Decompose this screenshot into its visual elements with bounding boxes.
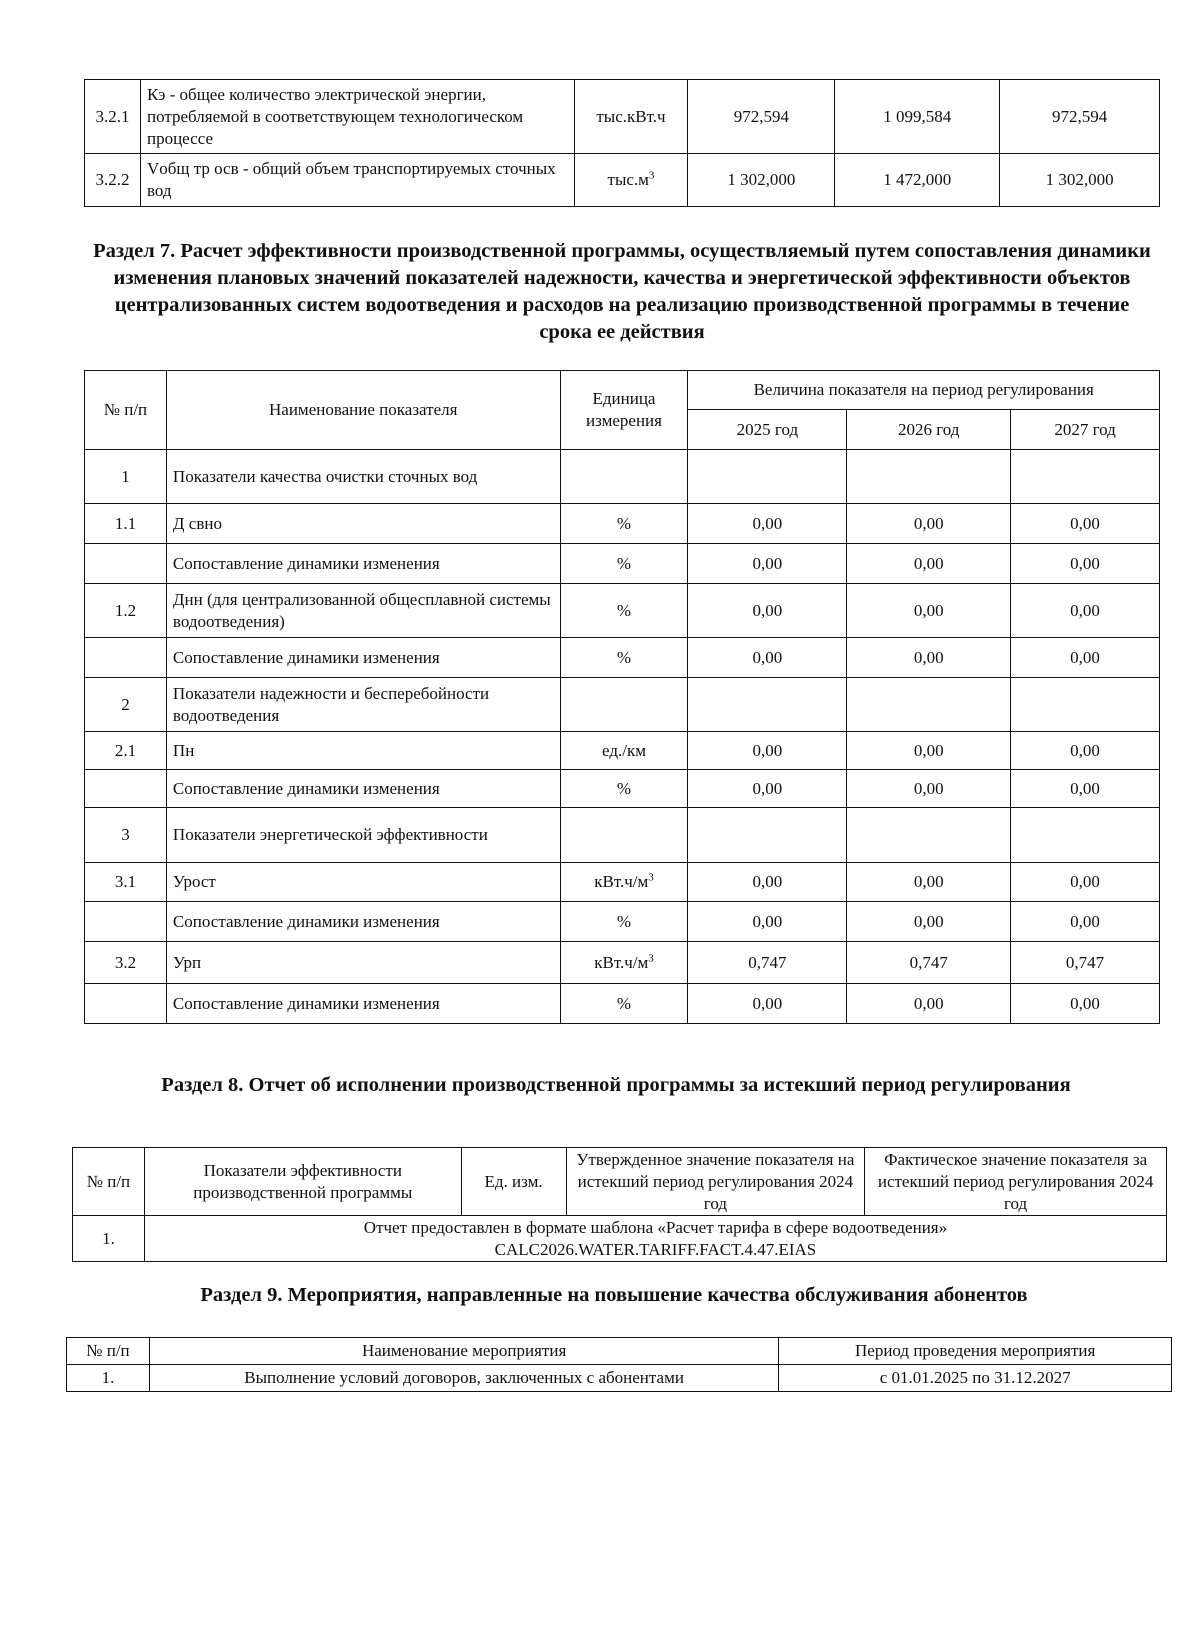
row-num	[85, 808, 167, 863]
value-2027-text: 0,00	[1070, 911, 1100, 931]
section-7-title: Раздел 7. Расчет эффективности производственной программы, осуществляемый путем сопоставления динамики изменения плановых значений показателей надежности, качества и энергетической эффективности объектов централизованных систем водоотведения и расходов на реализацию производственной программы в течение срока ее действия	[93, 240, 1151, 343]
indicator-name	[166, 902, 560, 942]
table-row	[67, 1365, 1172, 1392]
energy-volume-table	[84, 79, 1160, 207]
value-2027	[1011, 678, 1160, 732]
row-num-text: 1.2	[114, 600, 137, 620]
indicator-name	[166, 808, 560, 863]
value-2027	[1000, 154, 1160, 207]
table-row	[85, 80, 1160, 154]
row-num	[85, 902, 167, 942]
value-2026	[847, 504, 1011, 544]
row-num-text: 3.2.2	[95, 170, 130, 189]
unit-superscript: 3	[648, 169, 655, 182]
row-num	[85, 770, 167, 808]
unit	[560, 638, 688, 678]
col-header-2025: 2025 год	[688, 410, 847, 450]
section-8-title: Раздел 8. Отчет об исполнении производственной программы за истекший период регулирования	[161, 1074, 1071, 1096]
col-header-num: № п/п	[73, 1148, 145, 1216]
unit	[574, 154, 688, 207]
value-2026-text: 1 099,584	[883, 106, 952, 126]
row-num	[85, 154, 141, 207]
unit	[560, 584, 688, 638]
table-row	[73, 1216, 1167, 1262]
table-row	[85, 770, 1160, 808]
table-row	[85, 584, 1160, 638]
value-2025-text: 0,00	[752, 778, 783, 798]
indicator-name-text: Сопоставление динамики изменения	[172, 911, 440, 931]
indicator-name	[166, 942, 560, 984]
value-2026-text: 0,00	[913, 911, 944, 931]
efficiency-table	[84, 370, 1160, 1024]
value-2025	[688, 942, 847, 984]
row-num	[85, 544, 167, 584]
indicator-name	[140, 154, 574, 207]
value-2025-text: 0,00	[752, 740, 783, 760]
row-num-text: 1	[121, 466, 130, 486]
unit	[574, 80, 688, 154]
value-2026-text: 0,00	[913, 993, 944, 1013]
indicator-name	[166, 863, 560, 902]
value-2025-text: 0,00	[752, 647, 783, 667]
row-num-text: 3.1	[114, 872, 137, 891]
unit-text: тыс.м	[607, 170, 649, 189]
indicator-name	[166, 732, 560, 770]
table-row	[85, 678, 1160, 732]
value-2026	[847, 544, 1011, 584]
table-row	[85, 942, 1160, 984]
value-2027	[1011, 638, 1160, 678]
indicator-name	[166, 584, 560, 638]
col-header-period: Период проведения мероприятия	[779, 1338, 1172, 1365]
row-num-text: 3	[121, 825, 130, 844]
unit	[560, 678, 688, 732]
value-2026	[847, 942, 1011, 984]
report-note-line-1: Отчет предоставлен в формате шаблона «Расчет тарифа в сфере водоотведения»	[363, 1217, 948, 1237]
indicator-name-text: Днн (для централизованной общесплавной системы водоотведения)	[172, 589, 551, 631]
col-header-actual: Фактическое значение показателя за истекший период регулирования 2024 год	[865, 1148, 1167, 1216]
unit-text: кВт.ч/м	[594, 952, 649, 972]
unit-superscript: 3	[648, 871, 654, 884]
value-2026-text: 1 472,000	[883, 170, 952, 189]
value-2027-text: 0,00	[1070, 993, 1100, 1013]
col-header-approved: Утвержденное значение показателя на истекший период регулирования 2024 год	[566, 1148, 865, 1216]
unit-text: %	[616, 993, 632, 1013]
value-2025	[688, 678, 847, 732]
table-row	[85, 544, 1160, 584]
value-2026	[847, 808, 1011, 863]
indicator-name	[140, 80, 574, 154]
row-num-text: 3.2	[114, 952, 137, 972]
value-2025	[688, 504, 847, 544]
row-num-text: 2	[121, 694, 130, 714]
value-2026-text: 0,00	[913, 647, 944, 667]
col-header-2027: 2027 год	[1011, 410, 1160, 450]
indicator-name-text: Показатели энергетической эффективности	[172, 825, 488, 844]
indicator-name	[166, 678, 560, 732]
col-header-indicator: Показатели эффективности производственной программы	[144, 1148, 461, 1216]
row-num	[85, 678, 167, 732]
value-2025-text: 972,594	[733, 106, 789, 126]
section-9-title: Раздел 9. Мероприятия, направленные на повышение качества обслуживания абонентов	[200, 1284, 1028, 1306]
indicator-name	[166, 450, 560, 504]
row-num	[85, 584, 167, 638]
indicator-name	[166, 638, 560, 678]
col-header-2026: 2026 год	[847, 410, 1011, 450]
value-2026	[847, 863, 1011, 902]
row-num-text: 1.1	[114, 513, 137, 533]
unit	[560, 770, 688, 808]
value-2025	[688, 584, 847, 638]
indicator-name-text: Показатели качества очистки сточных вод	[172, 466, 478, 486]
unit	[560, 942, 688, 984]
indicator-name	[166, 544, 560, 584]
value-2025-text: 0,00	[752, 993, 783, 1013]
value-2026	[847, 678, 1011, 732]
row-num	[85, 942, 167, 984]
indicator-name-text: Сопоставление динамики изменения	[172, 778, 440, 798]
unit	[560, 504, 688, 544]
unit-text: %	[616, 911, 632, 931]
table-row	[85, 863, 1160, 902]
value-2027	[1011, 942, 1160, 984]
unit	[560, 450, 688, 504]
measure-period: с 01.01.2025 по 31.12.2027	[779, 1365, 1172, 1392]
table-row	[85, 638, 1160, 678]
row-num: 1.	[73, 1216, 145, 1262]
value-2027-text: 0,00	[1070, 778, 1100, 798]
unit	[560, 544, 688, 584]
value-2025	[688, 80, 835, 154]
indicator-name-text: Сопоставление динамики изменения	[172, 553, 440, 573]
value-2027-text: 0,00	[1070, 872, 1100, 891]
indicator-name-text: Урп	[172, 952, 202, 972]
value-2025-text: 0,00	[752, 911, 783, 931]
value-2025	[688, 154, 835, 207]
row-num	[85, 80, 141, 154]
measure-name: Выполнение условий договоров, заключенных с абонентами	[149, 1365, 778, 1392]
row-num	[85, 450, 167, 504]
table-row	[85, 902, 1160, 942]
value-2025	[688, 770, 847, 808]
value-2027-text: 0,00	[1070, 513, 1100, 533]
value-2026-text: 0,00	[913, 553, 944, 573]
value-2026	[835, 154, 1000, 207]
value-2027-text: 0,00	[1070, 647, 1100, 667]
indicator-name-text: Vобщ тр осв - общий объем транспортируемых сточных вод	[146, 159, 556, 200]
measures-table	[66, 1337, 1172, 1392]
value-2025-text: 1 302,000	[727, 170, 796, 189]
value-2026-text: 0,00	[913, 740, 944, 760]
value-2026-text: 0,00	[913, 600, 944, 620]
value-2025	[688, 544, 847, 584]
indicator-name	[166, 984, 560, 1024]
col-header-period: Величина показателя на период регулирования	[688, 371, 1160, 410]
value-2025	[688, 863, 847, 902]
value-2025-text: 0,00	[752, 513, 783, 533]
unit	[560, 902, 688, 942]
col-header-num: № п/п	[67, 1338, 150, 1365]
indicator-name-text: Показатели надежности и бесперебойности водоотведения	[172, 683, 490, 725]
col-header-indicator: Наименование показателя	[166, 371, 560, 450]
value-2025	[688, 638, 847, 678]
row-num	[85, 732, 167, 770]
value-2025	[688, 732, 847, 770]
value-2026	[847, 902, 1011, 942]
col-header-measure: Наименование мероприятия	[149, 1338, 778, 1365]
value-2027	[1011, 770, 1160, 808]
value-2026	[847, 770, 1011, 808]
indicator-name-text: Урост	[172, 872, 216, 891]
value-2026-text: 0,00	[913, 778, 944, 798]
report-table	[72, 1147, 1167, 1262]
indicator-name-text: Пн	[172, 740, 195, 760]
value-2025-text: 0,00	[752, 553, 783, 573]
table-row	[85, 450, 1160, 504]
value-2025-text: 0,00	[752, 600, 783, 620]
value-2026	[847, 638, 1011, 678]
unit-text: тыс.кВт.ч	[596, 106, 666, 126]
unit	[560, 732, 688, 770]
row-num-text: 2.1	[114, 740, 137, 760]
value-2026-text: 0,00	[913, 513, 944, 533]
value-2027	[1011, 544, 1160, 584]
value-2027	[1011, 984, 1160, 1024]
unit-text: кВт.ч/м	[594, 872, 649, 891]
unit	[560, 984, 688, 1024]
row-num	[85, 984, 167, 1024]
value-2025-text: 0,747	[748, 952, 787, 972]
row-num-text: 3.2.1	[95, 106, 130, 126]
col-header-unit: Единица измерения	[560, 371, 688, 450]
value-2025	[688, 902, 847, 942]
value-2026	[847, 732, 1011, 770]
value-2026	[847, 450, 1011, 504]
value-2025-text: 0,00	[752, 872, 783, 891]
table-row	[85, 984, 1160, 1024]
value-2025	[688, 984, 847, 1024]
value-2026	[847, 584, 1011, 638]
unit	[560, 808, 688, 863]
row-num: 1.	[67, 1365, 150, 1392]
value-2027	[1011, 450, 1160, 504]
value-2027	[1011, 902, 1160, 942]
indicator-name-text: Сопоставление динамики изменения	[172, 993, 440, 1013]
unit-text: %	[616, 647, 632, 667]
value-2027-text: 0,00	[1070, 600, 1100, 620]
value-2027	[1011, 808, 1160, 863]
value-2027-text: 972,594	[1051, 106, 1108, 126]
unit-superscript: 3	[648, 951, 654, 964]
indicator-name-text: Д свно	[172, 513, 222, 533]
table-row	[85, 808, 1160, 863]
value-2027	[1011, 584, 1160, 638]
unit-text: %	[616, 513, 632, 533]
table-row	[85, 504, 1160, 544]
value-2027	[1011, 732, 1160, 770]
row-num	[85, 504, 167, 544]
indicator-name	[166, 770, 560, 808]
value-2027-text: 0,00	[1070, 553, 1100, 573]
value-2025	[688, 450, 847, 504]
value-2026	[835, 80, 1000, 154]
value-2027	[1000, 80, 1160, 154]
unit-text: %	[616, 778, 632, 798]
value-2027-text: 0,747	[1065, 952, 1105, 972]
value-2026	[847, 984, 1011, 1024]
value-2027	[1011, 863, 1160, 902]
report-note	[144, 1216, 1166, 1262]
col-header-unit: Ед. изм.	[461, 1148, 566, 1216]
report-note-line-2: CALC2026.WATER.TARIFF.FACT.4.47.EIAS	[494, 1239, 817, 1259]
value-2026-text: 0,747	[909, 952, 948, 972]
value-2026-text: 0,00	[913, 872, 944, 891]
value-2027-text: 0,00	[1070, 740, 1100, 760]
indicator-name-text: Кэ - общее количество электрической энергии, потребляемой в соответствующем технологическом процессе	[146, 84, 524, 148]
value-2025	[688, 808, 847, 863]
row-num	[85, 638, 167, 678]
table-row	[85, 732, 1160, 770]
table-row	[85, 154, 1160, 207]
row-num	[85, 863, 167, 902]
col-header-num: № п/п	[85, 371, 167, 450]
value-2027	[1011, 504, 1160, 544]
unit	[560, 863, 688, 902]
unit-text: %	[616, 553, 632, 573]
indicator-name-text: Сопоставление динамики изменения	[172, 647, 440, 667]
unit-text: ед./км	[602, 740, 646, 760]
unit-text: %	[616, 600, 632, 620]
value-2027-text: 1 302,000	[1045, 170, 1114, 189]
indicator-name	[166, 504, 560, 544]
